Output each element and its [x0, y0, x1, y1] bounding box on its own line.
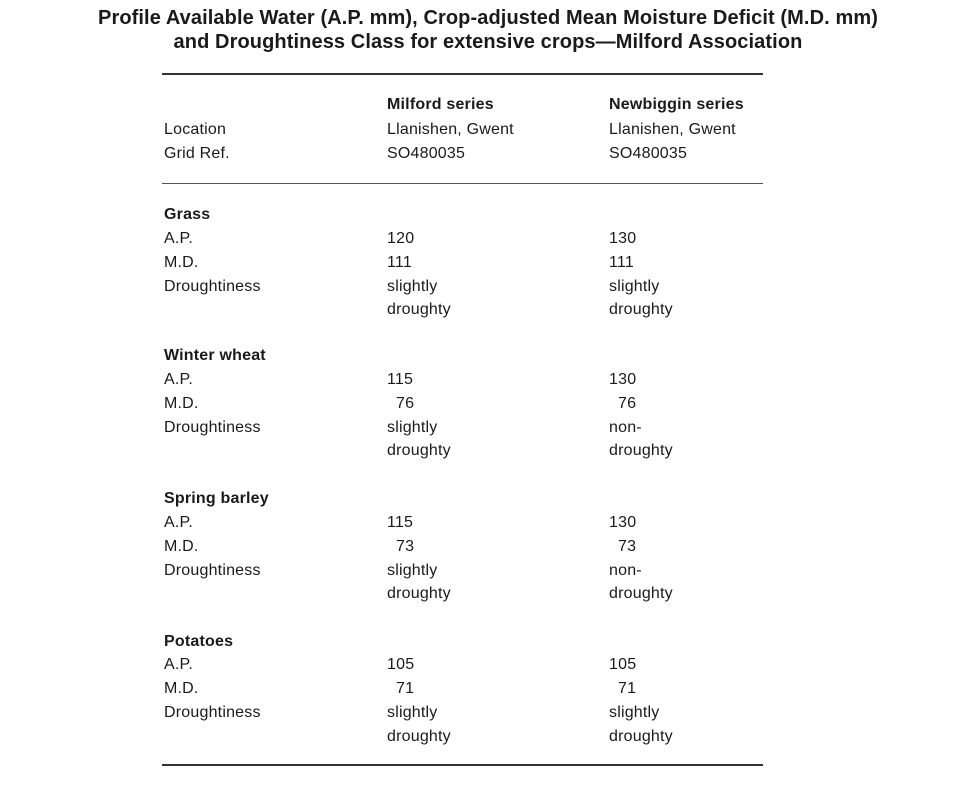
- md-label: M.D.: [164, 538, 199, 555]
- milford-grid-ref: SO480035: [387, 145, 466, 162]
- milford-droughtiness-line-1: slightly: [387, 704, 438, 721]
- newbiggin-droughtiness-line-2: droughty: [609, 728, 673, 745]
- droughtiness-label: Droughtiness: [164, 562, 261, 579]
- newbiggin-md-value: 76: [618, 395, 637, 412]
- milford-droughtiness-line-2: droughty: [387, 442, 451, 459]
- newbiggin-droughtiness-line-2: droughty: [609, 585, 673, 602]
- newbiggin-droughtiness-line-2: droughty: [609, 442, 673, 459]
- grid-ref-label: Grid Ref.: [164, 145, 230, 162]
- milford-droughtiness-line-2: droughty: [387, 301, 451, 318]
- droughtiness-label: Droughtiness: [164, 278, 261, 295]
- ap-label: A.P.: [164, 514, 193, 531]
- ap-label: A.P.: [164, 656, 193, 673]
- header-rule: [162, 183, 763, 184]
- milford-droughtiness-line-2: droughty: [387, 728, 451, 745]
- newbiggin-location: Llanishen, Gwent: [609, 121, 736, 138]
- milford-md-value: 71: [396, 680, 415, 697]
- bottom-rule: [162, 764, 763, 766]
- ap-label: A.P.: [164, 371, 193, 388]
- top-rule: [162, 73, 763, 75]
- md-label: M.D.: [164, 254, 199, 271]
- milford-location: Llanishen, Gwent: [387, 121, 514, 138]
- crop-name: Grass: [164, 206, 211, 223]
- md-label: M.D.: [164, 680, 199, 697]
- newbiggin-series-heading: Newbiggin series: [609, 96, 744, 113]
- milford-ap-value: 115: [387, 371, 414, 388]
- location-label: Location: [164, 121, 227, 138]
- milford-md-value: 76: [396, 395, 415, 412]
- table-title-line-1: Profile Available Water (A.P. mm), Crop-adjusted Mean Moisture Deficit (M.D. mm): [98, 7, 878, 29]
- milford-ap-value: 105: [387, 656, 415, 673]
- milford-droughtiness-line-1: slightly: [387, 278, 438, 295]
- newbiggin-droughtiness-line-1: slightly: [609, 278, 660, 295]
- milford-droughtiness-line-2: droughty: [387, 585, 451, 602]
- newbiggin-droughtiness-line-1: slightly: [609, 704, 660, 721]
- md-label: M.D.: [164, 395, 199, 412]
- newbiggin-droughtiness-line-1: non-: [609, 562, 642, 579]
- newbiggin-droughtiness-line-1: non-: [609, 419, 642, 436]
- milford-droughtiness-line-1: slightly: [387, 419, 438, 436]
- crop-name: Winter wheat: [164, 347, 266, 364]
- newbiggin-md-value: 111: [609, 254, 634, 271]
- crop-name: Spring barley: [164, 490, 269, 507]
- newbiggin-md-value: 73: [618, 538, 637, 555]
- crop-name: Potatoes: [164, 633, 234, 650]
- ap-label: A.P.: [164, 230, 193, 247]
- milford-ap-value: 115: [387, 514, 414, 531]
- milford-series-heading: Milford series: [387, 96, 494, 113]
- newbiggin-ap-value: 130: [609, 371, 637, 388]
- milford-ap-value: 120: [387, 230, 415, 247]
- milford-droughtiness-line-1: slightly: [387, 562, 438, 579]
- newbiggin-ap-value: 130: [609, 230, 637, 247]
- table-title-line-2: and Droughtiness Class for extensive crops—Milford Association: [173, 31, 803, 53]
- droughtiness-label: Droughtiness: [164, 419, 261, 436]
- milford-md-value: 111: [387, 254, 412, 271]
- newbiggin-droughtiness-line-2: droughty: [609, 301, 673, 318]
- newbiggin-grid-ref: SO480035: [609, 145, 688, 162]
- newbiggin-md-value: 71: [618, 680, 637, 697]
- droughtiness-label: Droughtiness: [164, 704, 261, 721]
- newbiggin-ap-value: 105: [609, 656, 637, 673]
- milford-md-value: 73: [396, 538, 415, 555]
- newbiggin-ap-value: 130: [609, 514, 637, 531]
